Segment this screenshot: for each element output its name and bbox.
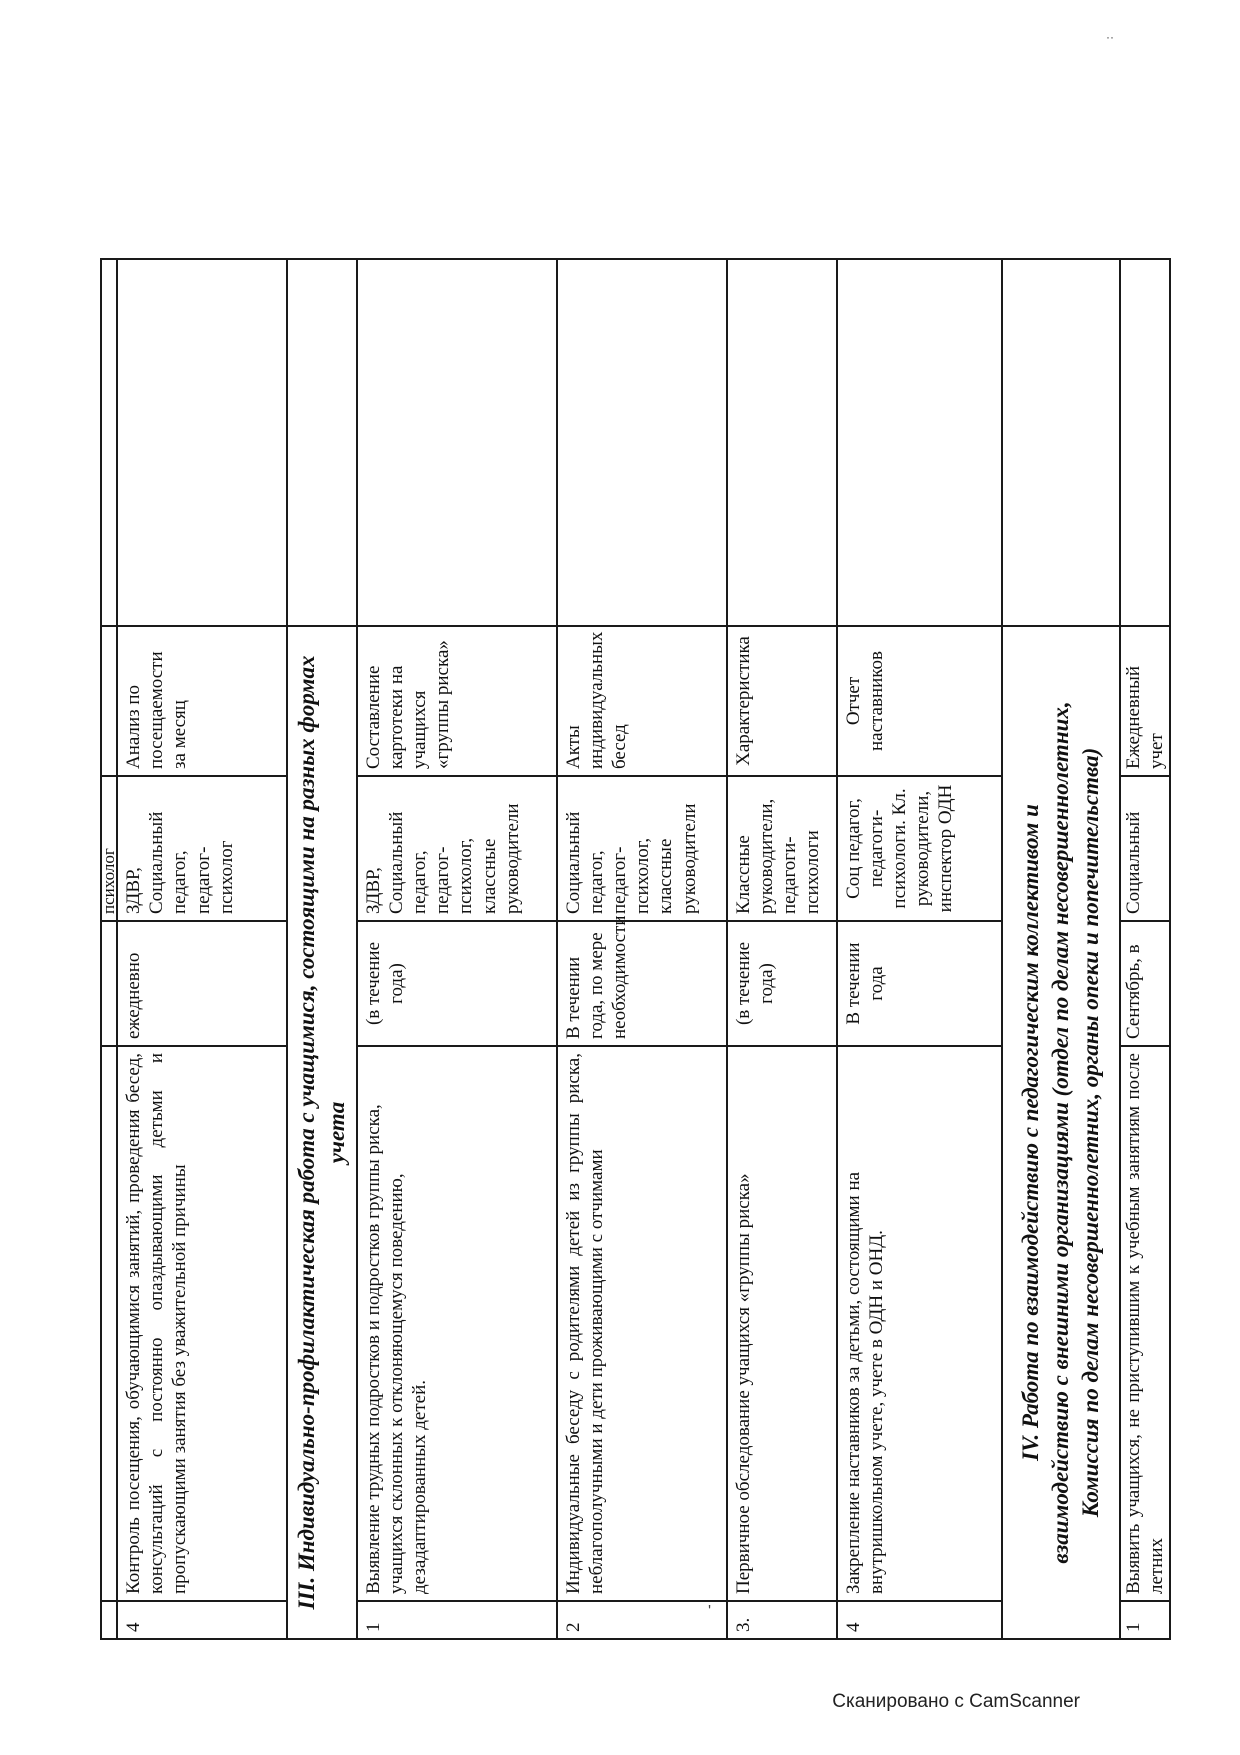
activity-cell: Контроль посещения, обучающимися занятий, проведения бесед, консультаций с постоянно опаздывающими детьми и пропускающими занятия без уважительной причины <box>117 1046 287 1601</box>
form-cell: Ежедневный учет <box>1120 626 1170 776</box>
rotated-page-content <box>99 260 1167 1640</box>
section-header <box>287 259 357 1639</box>
section-header <box>1002 259 1120 1639</box>
term-cell: ежедневно <box>117 921 287 1046</box>
section-title-line: IV. Работа по взаимодействию с педагогическим коллективом и <box>1017 804 1043 1461</box>
scanner-watermark: Сканировано с CamScanner <box>832 1691 1080 1712</box>
table-row <box>357 259 557 1639</box>
table-row <box>1120 259 1170 1639</box>
form-cell: Характеристика <box>727 626 837 776</box>
row-number: 2 <box>557 1601 727 1639</box>
scan-speck: ' <box>708 1603 712 1620</box>
term-cell: (в течение года) <box>727 921 837 1046</box>
section-title-line: взаимодействию с внешними организациями (отдел по делам несовершеннолетних, <box>1047 701 1073 1564</box>
responsible-cell: Классные руководители, педагоги-психологи <box>727 776 837 921</box>
responsible-cell: Социальный <box>1120 776 1170 921</box>
responsible-cell: Соц педагог, педагоги-психологи. Кл. руководители, инспектор ОДН <box>837 776 1002 921</box>
activity-cell: Первичное обследование учащихся «группы риска» <box>727 1046 837 1601</box>
section-title <box>1002 626 1120 1639</box>
form-cell: Отчет наставников <box>837 626 1002 776</box>
form-cell: Акты индивидуальных бесед <box>557 626 727 776</box>
row-number: 4 <box>837 1601 1002 1639</box>
responsible-cell: психолог <box>101 776 117 921</box>
term-cell: Сентябрь, в <box>1120 921 1170 1046</box>
form-cell: Анализ по посещаемости за месяц <box>117 626 287 776</box>
activity-cell: Выявить учащихся, не приступившим к учебным занятиям после летних <box>1120 1046 1170 1601</box>
row-number: 1 <box>357 1601 557 1639</box>
responsible-cell: Социальный педагог, педагог-психолог, классные руководители <box>557 776 727 921</box>
table-row <box>101 259 117 1639</box>
activity-cell: Выявление трудных подростков и подростков группы риска, учащихся склонных к отклоняющемуся поведению, дезадаптированных детей. <box>357 1046 557 1601</box>
table-row <box>117 259 287 1639</box>
term-cell: В течении года <box>837 921 1002 1046</box>
table-row <box>727 259 837 1639</box>
term-cell: В течении года, по мере необходимости <box>557 921 727 1046</box>
plan-table <box>100 258 1171 1640</box>
row-number: 1 <box>1120 1601 1170 1639</box>
scan-speck: ·· <box>1106 30 1114 44</box>
table-row <box>557 259 727 1639</box>
section-title: III. Индивидуально-профилактическая работа с учащимися, состоящими на разных формах учета <box>287 626 357 1639</box>
term-cell: (в течение года) <box>357 921 557 1046</box>
row-number: 4 <box>117 1601 287 1639</box>
form-cell: Составление картотеки на учащихся «группы риска» <box>357 626 557 776</box>
activity-cell: Индивидуальные беседу с родителями детей из группы риска, неблагополучными и дети проживающими с отчимами <box>557 1046 727 1601</box>
section-title-line: Комиссия по делам несовершеннолетних, органы опеки и попечительства) <box>1077 747 1103 1518</box>
activity-cell: Закрепление наставников за детьми, состоящими на внутришкольном учете, учете в ОДН и ОНД. <box>837 1046 1002 1601</box>
responsible-cell: ЗДВР, Социальный педагог, педагог-психолог, классные руководители <box>357 776 557 921</box>
responsible-cell: ЗДВР, Социальный педагог, педагог-психолог <box>117 776 287 921</box>
row-number: 3. <box>727 1601 837 1639</box>
table-row <box>837 259 1002 1639</box>
